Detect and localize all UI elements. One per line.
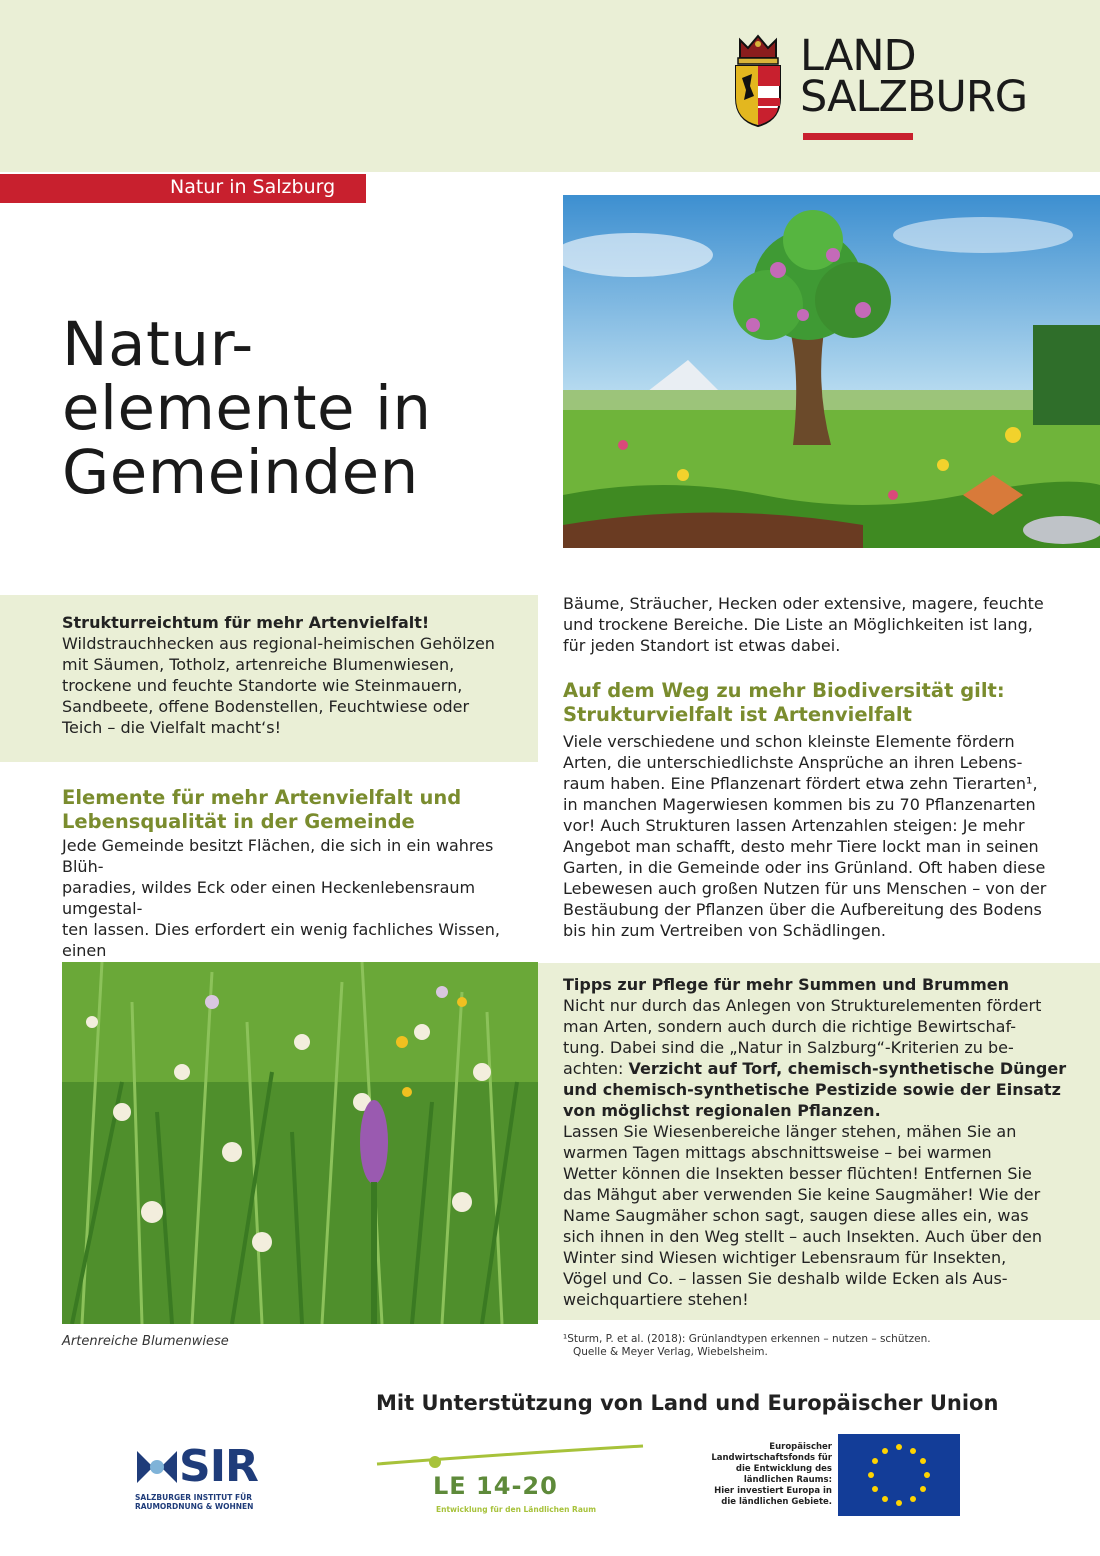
section1-heading-line2: Lebensqualität in der Gemeinde: [62, 810, 415, 833]
tips-line: das Mähgut aber verwenden Sie keine Saugmäher! Wie der: [563, 1185, 1041, 1204]
section2-heading-line2: Strukturvielfalt ist Artenvielfalt: [563, 703, 912, 726]
page-title: [62, 309, 432, 508]
tips-line: Lassen Sie Wiesenbereiche länger stehen, mähen Sie an: [563, 1122, 1017, 1141]
tips-line: man Arten, sondern auch durch die richtige Bewirtschaf-: [563, 1017, 1016, 1036]
section2-line: raum haben. Eine Pflanzenart fördert etwa zehn Tierarten¹,: [563, 774, 1038, 793]
sir-line1: SALZBURGER INSTITUT FÜR: [135, 1493, 252, 1502]
tips-line: Nicht nur durch das Anlegen von Strukturelementen fördert: [563, 996, 1042, 1015]
right-top-text: [563, 593, 1063, 656]
le-logo-sub: Entwicklung für den Ländlichen Raum: [436, 1505, 597, 1514]
eu-line: Europäischer: [769, 1442, 832, 1452]
photo-caption: Artenreiche Blumenwiese: [62, 1334, 229, 1349]
meadow-tree-illustration: [563, 195, 1100, 548]
title-line1: Natur-: [62, 309, 254, 380]
right-top-line: für jeden Standort ist etwas dabei.: [563, 636, 841, 655]
tips-line: Vögel und Co. – lassen Sie deshalb wilde Ecken als Aus-: [563, 1269, 1008, 1288]
tips-line: weichquartiere stehen!: [563, 1290, 749, 1309]
eu-line: die ländlichen Gebiete.: [721, 1497, 832, 1507]
logo-line1: LAND: [800, 31, 916, 81]
intro-line: trockene und feuchte Standorte wie Steinmauern,: [62, 676, 463, 695]
title-line3: Gemeinden: [62, 437, 419, 508]
tips-line: warmen Tagen mittags abschnittsweise – bei warmen: [563, 1143, 992, 1162]
section2-line: Arten, die unterschiedlichste Ansprüche an ihren Lebens-: [563, 753, 1023, 772]
section2-line: bis hin zum Vertreiben von Schädlingen.: [563, 921, 886, 940]
title-line2: elemente in: [62, 373, 432, 444]
right-top-line: und trockene Bereiche. Die Liste an Möglichkeiten ist lang,: [563, 615, 1033, 634]
logo-wordmark: [800, 31, 1028, 122]
tips-line-bold: Verzicht auf Torf, chemisch-synthetische Dünger: [628, 1059, 1067, 1078]
intro-line: Sandbeete, offene Bodenstellen, Feuchtwiese oder: [62, 697, 470, 716]
section2-heading-line1: Auf dem Weg zu mehr Biodiversität gilt:: [563, 679, 1005, 702]
section2-line: Lebewesen auch großen Nutzen für uns Menschen – von der: [563, 879, 1047, 898]
tips-line-mixed: [563, 1058, 1083, 1079]
section2-line: in manchen Magerwiesen kommen bis zu 70 Pflanzenarten: [563, 795, 1036, 814]
tips-line-plain: achten:: [563, 1059, 629, 1078]
footnote-line1: ¹Sturm, P. et al. (2018): Grünlandtypen erkennen – nutzen – schützen.: [563, 1333, 931, 1345]
sir-letters: SIR: [179, 1441, 258, 1492]
logo-underline: [803, 133, 913, 140]
intro-text: [62, 612, 532, 738]
intro-line: Teich – die Vielfalt macht‘s!: [62, 718, 281, 737]
tips-line: Wetter können die Insekten besser flüchten! Entfernen Sie: [563, 1164, 1032, 1183]
section2: [563, 679, 1073, 941]
sir-mark-icon: [135, 1449, 179, 1491]
le-swoosh-icon: [375, 1442, 647, 1472]
section2-line: Bestäubung der Pflanzen über die Aufbereitung des Bodens: [563, 900, 1042, 919]
section2-line: vor! Auch Strukturen lassen Artenzahlen steigen: Je mehr: [563, 816, 1025, 835]
tips-line: sich ihnen in den Weg stellt – auch Insekten. Auch über den: [563, 1227, 1043, 1246]
flower-meadow-photo: [62, 962, 538, 1324]
eu-fund-text: [700, 1442, 832, 1508]
section1-line: ten lassen. Dies erfordert ein wenig fachliches Wissen, einen: [62, 920, 500, 960]
eu-flag-icon: [838, 1434, 960, 1516]
sir-line2: RAUMORDNUNG & WOHNEN: [135, 1502, 254, 1511]
eu-line: Hier investiert Europa in: [714, 1486, 832, 1496]
footnote: [563, 1333, 931, 1359]
intro-heading: Strukturreichtum für mehr Artenvielfalt!: [62, 613, 430, 632]
tips-text: [563, 974, 1083, 1310]
section2-body: [563, 731, 1073, 941]
intro-line: Wildstrauchhecken aus regional-heimischen Gehölzen: [62, 634, 495, 653]
tips-bold-line: und chemisch-synthetische Pestizide sowie der Einsatz: [563, 1080, 1061, 1099]
eu-line: die Entwicklung des: [735, 1464, 832, 1474]
support-statement: Mit Unterstützung von Land und Europäischer Union: [376, 1391, 999, 1415]
section2-line: Viele verschiedene und schon kleinste Elemente fördern: [563, 732, 1015, 751]
tips-line: Name Saugmäher schon sagt, saugen diese alles ein, was: [563, 1206, 1029, 1225]
tips-line: Winter sind Wiesen wichtiger Lebensraum für Insekten,: [563, 1248, 1007, 1267]
section2-line: Garten, in die Gemeinde oder ins Grünland. Oft haben diese: [563, 858, 1046, 877]
section2-line: Angebot man schafft, desto mehr Tiere lockt man in seinen: [563, 837, 1039, 856]
tips-line: tung. Dabei sind die „Natur in Salzburg“-Kriterien zu be-: [563, 1038, 1014, 1057]
series-tag: Natur in Salzburg: [170, 176, 336, 198]
coat-of-arms-icon: [730, 34, 786, 128]
le-logo-text: LE 14-20: [433, 1472, 558, 1500]
section1-line: Jede Gemeinde besitzt Flächen, die sich in ein wahres Blüh-: [62, 836, 494, 876]
eu-line: Landwirtschaftsfonds für: [711, 1453, 832, 1463]
right-top-line: Bäume, Sträucher, Hecken oder extensive, magere, feuchte: [563, 594, 1044, 613]
tips-heading: Tipps zur Pflege für mehr Summen und Brummen: [563, 975, 1009, 994]
intro-line: mit Säumen, Totholz, artenreiche Blumenwiesen,: [62, 655, 455, 674]
footnote-line2: Quelle & Meyer Verlag, Wiebelsheim.: [573, 1346, 768, 1358]
tips-bold-line: von möglichst regionalen Pflanzen.: [563, 1101, 881, 1120]
section1-heading-line1: Elemente für mehr Artenvielfalt und: [62, 786, 462, 809]
logo-line2: SALZBURG: [800, 72, 1028, 122]
section1-line: paradies, wildes Eck oder einen Heckenlebensraum umgestal-: [62, 878, 476, 918]
eu-line: ländlichen Raums:: [743, 1475, 832, 1485]
